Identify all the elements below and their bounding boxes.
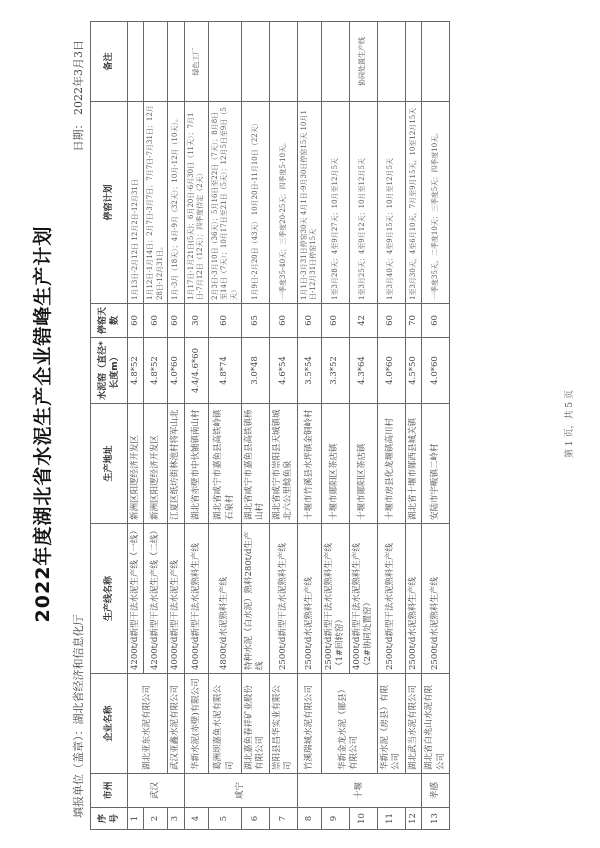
cell-plan: 1月17日-1月21日(5天)；6月20日-6月30日（11天）；7月1日-7月12日（12天）；四季度待定（2天） (184, 102, 208, 304)
table-row (269, 22, 297, 830)
header-plan: 停窑计划 (91, 102, 128, 304)
table-row (297, 22, 321, 830)
cell-address: 湖北省十堰市郧西县城关镇 (405, 404, 421, 524)
cell-seq: 3 (168, 808, 184, 830)
cell-address: 安陆市宇畈镇二岭村 (422, 404, 450, 524)
cell-note (405, 22, 421, 102)
cell-kiln: 4.3*64 (349, 338, 377, 404)
cell-plan: 1月13日-2月12日 12月2日-12月31日 (128, 102, 144, 304)
cell-note (321, 22, 349, 102)
cell-company: 湖北武当水泥有限公司 (405, 674, 421, 774)
cell-note (144, 22, 168, 102)
cell-company: 湖北嘉鱼春祥矿业股份有限公司 (242, 674, 270, 774)
cell-seq: 6 (242, 808, 270, 830)
header-company: 企业名称 (91, 674, 128, 774)
cell-days: 60 (377, 304, 405, 338)
table-row (405, 22, 421, 830)
cell-seq: 12 (405, 808, 421, 830)
cell-note (297, 22, 321, 102)
table-header-row (91, 22, 128, 830)
cell-kiln: 4.4/4.6*60 (184, 338, 208, 404)
cell-kiln: 4.8*52 (128, 338, 144, 404)
date-label: 日期： 2022年3月3日 (72, 40, 85, 152)
table-row (242, 22, 270, 830)
table-row (321, 22, 349, 830)
header-address: 生产地址 (91, 404, 128, 524)
table-row (422, 22, 450, 830)
cell-address: 十堰市竹溪县水坪镇金铜岭村 (297, 404, 321, 524)
cell-note (128, 22, 144, 102)
cell-days: 60 (321, 304, 349, 338)
cell-kiln: 4.5*50 (405, 338, 421, 404)
cell-note (168, 22, 184, 102)
cell-days: 30 (184, 304, 208, 338)
cell-city: 武汉 (128, 774, 185, 808)
cell-line: 2500t/d水泥熟料生产线 (405, 524, 421, 674)
cell-kiln: 4.8*74 (208, 338, 241, 404)
cell-plan: 1至3月28天；4至9月27天；10月至12月5天 (321, 102, 349, 304)
cell-plan: 1月-3月（18天）；4月-9月（32天）；10月-12月（10天）。 (168, 102, 184, 304)
page-footer: 第 1 页，共 5 页 (565, 390, 575, 458)
cell-seq: 1 (128, 808, 144, 830)
cell-note: 协同处置生产线 (349, 22, 377, 102)
cell-days: 60 (422, 304, 450, 338)
cell-line: 4200t/d新型干法水泥生产线（二线） (144, 524, 168, 674)
production-plan-table (90, 21, 450, 830)
cell-kiln: 4.0*60 (377, 338, 405, 404)
cell-city: 十堰 (297, 774, 421, 808)
header-days: 停窑天数 (91, 304, 128, 338)
cell-seq: 13 (422, 808, 450, 830)
cell-days: 42 (349, 304, 377, 338)
cell-address: 湖北省咸宁市崇阳县天城镇城北六公里鲶鱼泉 (269, 404, 297, 524)
cell-seq: 8 (297, 808, 321, 830)
cell-line: 2500t/d水泥熟料生产线 (297, 524, 321, 674)
header-kiln: 水泥窑（直径*长度m） (91, 338, 128, 404)
cell-seq: 2 (144, 808, 168, 830)
cell-address: 湖北省咸宁市嘉鱼县高铁镇杨山村 (242, 404, 270, 524)
cell-kiln: 3.5*54 (297, 338, 321, 404)
cell-company: 武汉亚鑫水泥有限公司 (168, 674, 184, 774)
cell-company: 湖北省白兆山水泥有限公司 (422, 674, 450, 774)
cell-address: 湖北省咸宁市嘉鱼县高铁岭镇石泉村 (208, 404, 241, 524)
cell-note (422, 22, 450, 102)
table-row (184, 22, 208, 830)
cell-kiln: 4.0*60 (422, 338, 450, 404)
cell-plan: 1月1日-3月31日停窑30天 4月1日-9月30日停窑15天 10月1日-12月31日停窑15天 (297, 102, 321, 304)
cell-company: 竹溪瑞城水泥有限公司 (297, 674, 321, 774)
cell-kiln: 3.0*48 (242, 338, 270, 404)
document-title: 2022年度湖北省水泥生产企业错峰生产计划 (32, 225, 54, 623)
cell-note (269, 22, 297, 102)
cell-seq: 11 (377, 808, 405, 830)
cell-days: 60 (269, 304, 297, 338)
cell-line: 2500t/d新型干法水泥熟料生产线 (377, 524, 405, 674)
cell-line: 4000t/d新型干法水泥熟料生产线 (184, 524, 208, 674)
cell-address: 十堰市郧阳区茶店镇 (321, 404, 349, 524)
table-row (377, 22, 405, 830)
table-row (168, 22, 184, 830)
cell-days: 60 (297, 304, 321, 338)
cell-note (208, 22, 241, 102)
cell-line: 4000t/d新型干法水泥生产线 (168, 524, 184, 674)
table-row (128, 22, 144, 830)
cell-company: 华新水泥(赤壁)有限公司 (184, 674, 208, 774)
cell-company: 华新水泥（房县）有限公司 (377, 674, 405, 774)
cell-plan: 1月12日-1月14日；2月7日-3月7日；7月7日-7月31日；12月28日-12月31日。 (144, 102, 168, 304)
cell-days: 60 (128, 304, 144, 338)
cell-days: 60 (144, 304, 168, 338)
cell-note (377, 22, 405, 102)
cell-seq: 5 (208, 808, 241, 830)
cell-seq: 9 (321, 808, 349, 830)
cell-address: 十堰市郧阳区茶店镇 (349, 404, 377, 524)
header-line: 生产线名称 (91, 524, 128, 674)
cell-company: 葛洲坝嘉鱼水泥有限公司 (208, 674, 241, 774)
filler-unit-label: 填报单位（盖章）：湖北省经济和信息化厅 (72, 614, 85, 818)
cell-plan: 1月9日-2月20日（43天） 10月20日-11月10日（22天） (242, 102, 270, 304)
cell-city: 咸宁 (184, 774, 297, 808)
cell-seq: 7 (269, 808, 297, 830)
cell-city: 孝感 (422, 774, 450, 808)
cell-days: 60 (208, 304, 241, 338)
cell-company: 崇阳县昌华实业有限公司 (269, 674, 297, 774)
cell-plan: 1至3月25天；4至9月12天；10月至12月5天 (349, 102, 377, 304)
cell-note (242, 22, 270, 102)
cell-note: 绿色工厂 (184, 22, 208, 102)
cell-days: 70 (405, 304, 421, 338)
cell-line: 2500t/d新型干法水泥熟料生产线 (269, 524, 297, 674)
cell-plan: 1至3月40天；4至9月15天；10月至12月5天 (377, 102, 405, 304)
cell-days: 60 (168, 304, 184, 338)
cell-address: 新洲区阳逻经济开发区 (144, 404, 168, 524)
cell-plan: 一季度35-40天；三季度20-25天；四季度5-10天。 (269, 102, 297, 304)
cell-plan: 2月3日-3月10日（36天）；5月16日至22日（7天）；8月8日至14日（7天）；10月17日至21日（5天）；12月5日至9日（5天） (208, 102, 241, 304)
cell-kiln: 3.3*52 (321, 338, 349, 404)
cell-address: 新洲区阳逻经济开发区 (128, 404, 144, 524)
cell-address: 十堰市房县化龙堰镇高川村 (377, 404, 405, 524)
cell-address: 湖北省赤壁市中伙铺镇南山村 (184, 404, 208, 524)
cell-company: 湖北亚东水泥有限公司 (128, 674, 168, 774)
header-note: 备注 (91, 22, 128, 102)
cell-kiln: 4.8*52 (144, 338, 168, 404)
cell-kiln: 4.6*54 (269, 338, 297, 404)
cell-line: 4000t/d新型干法水泥熟料生产线（2#协同处置窑） (349, 524, 377, 674)
header-seq: 序号 (91, 808, 128, 830)
cell-days: 65 (242, 304, 270, 338)
cell-line: 2500t/d水泥熟料生产线 (422, 524, 450, 674)
cell-plan: 一季度35天，二季度10天；三季度5天；四季度10天。 (422, 102, 450, 304)
cell-plan: 1至3月30天，4至6月10天，7月至9月15天，10至12月15天 (405, 102, 421, 304)
header-city: 市州 (91, 774, 128, 808)
cell-address: 江夏区纸坊街林池村将军山北 (168, 404, 184, 524)
table-row (208, 22, 241, 830)
cell-kiln: 4.0*60 (168, 338, 184, 404)
cell-seq: 10 (349, 808, 377, 830)
cell-company: 华新金龙水泥（郧县）有限公司 (321, 674, 377, 774)
cell-line: 2500t/d新型干法水泥熟料生产线（1#回转窑） (321, 524, 349, 674)
cell-line: 4200t/d新型干法水泥生产线（一线） (128, 524, 144, 674)
cell-line: 4800t/d水泥熟料生产线 (208, 524, 241, 674)
cell-line: 特种水泥（白水泥）熟料280t/d生产线 (242, 524, 270, 674)
cell-seq: 4 (184, 808, 208, 830)
